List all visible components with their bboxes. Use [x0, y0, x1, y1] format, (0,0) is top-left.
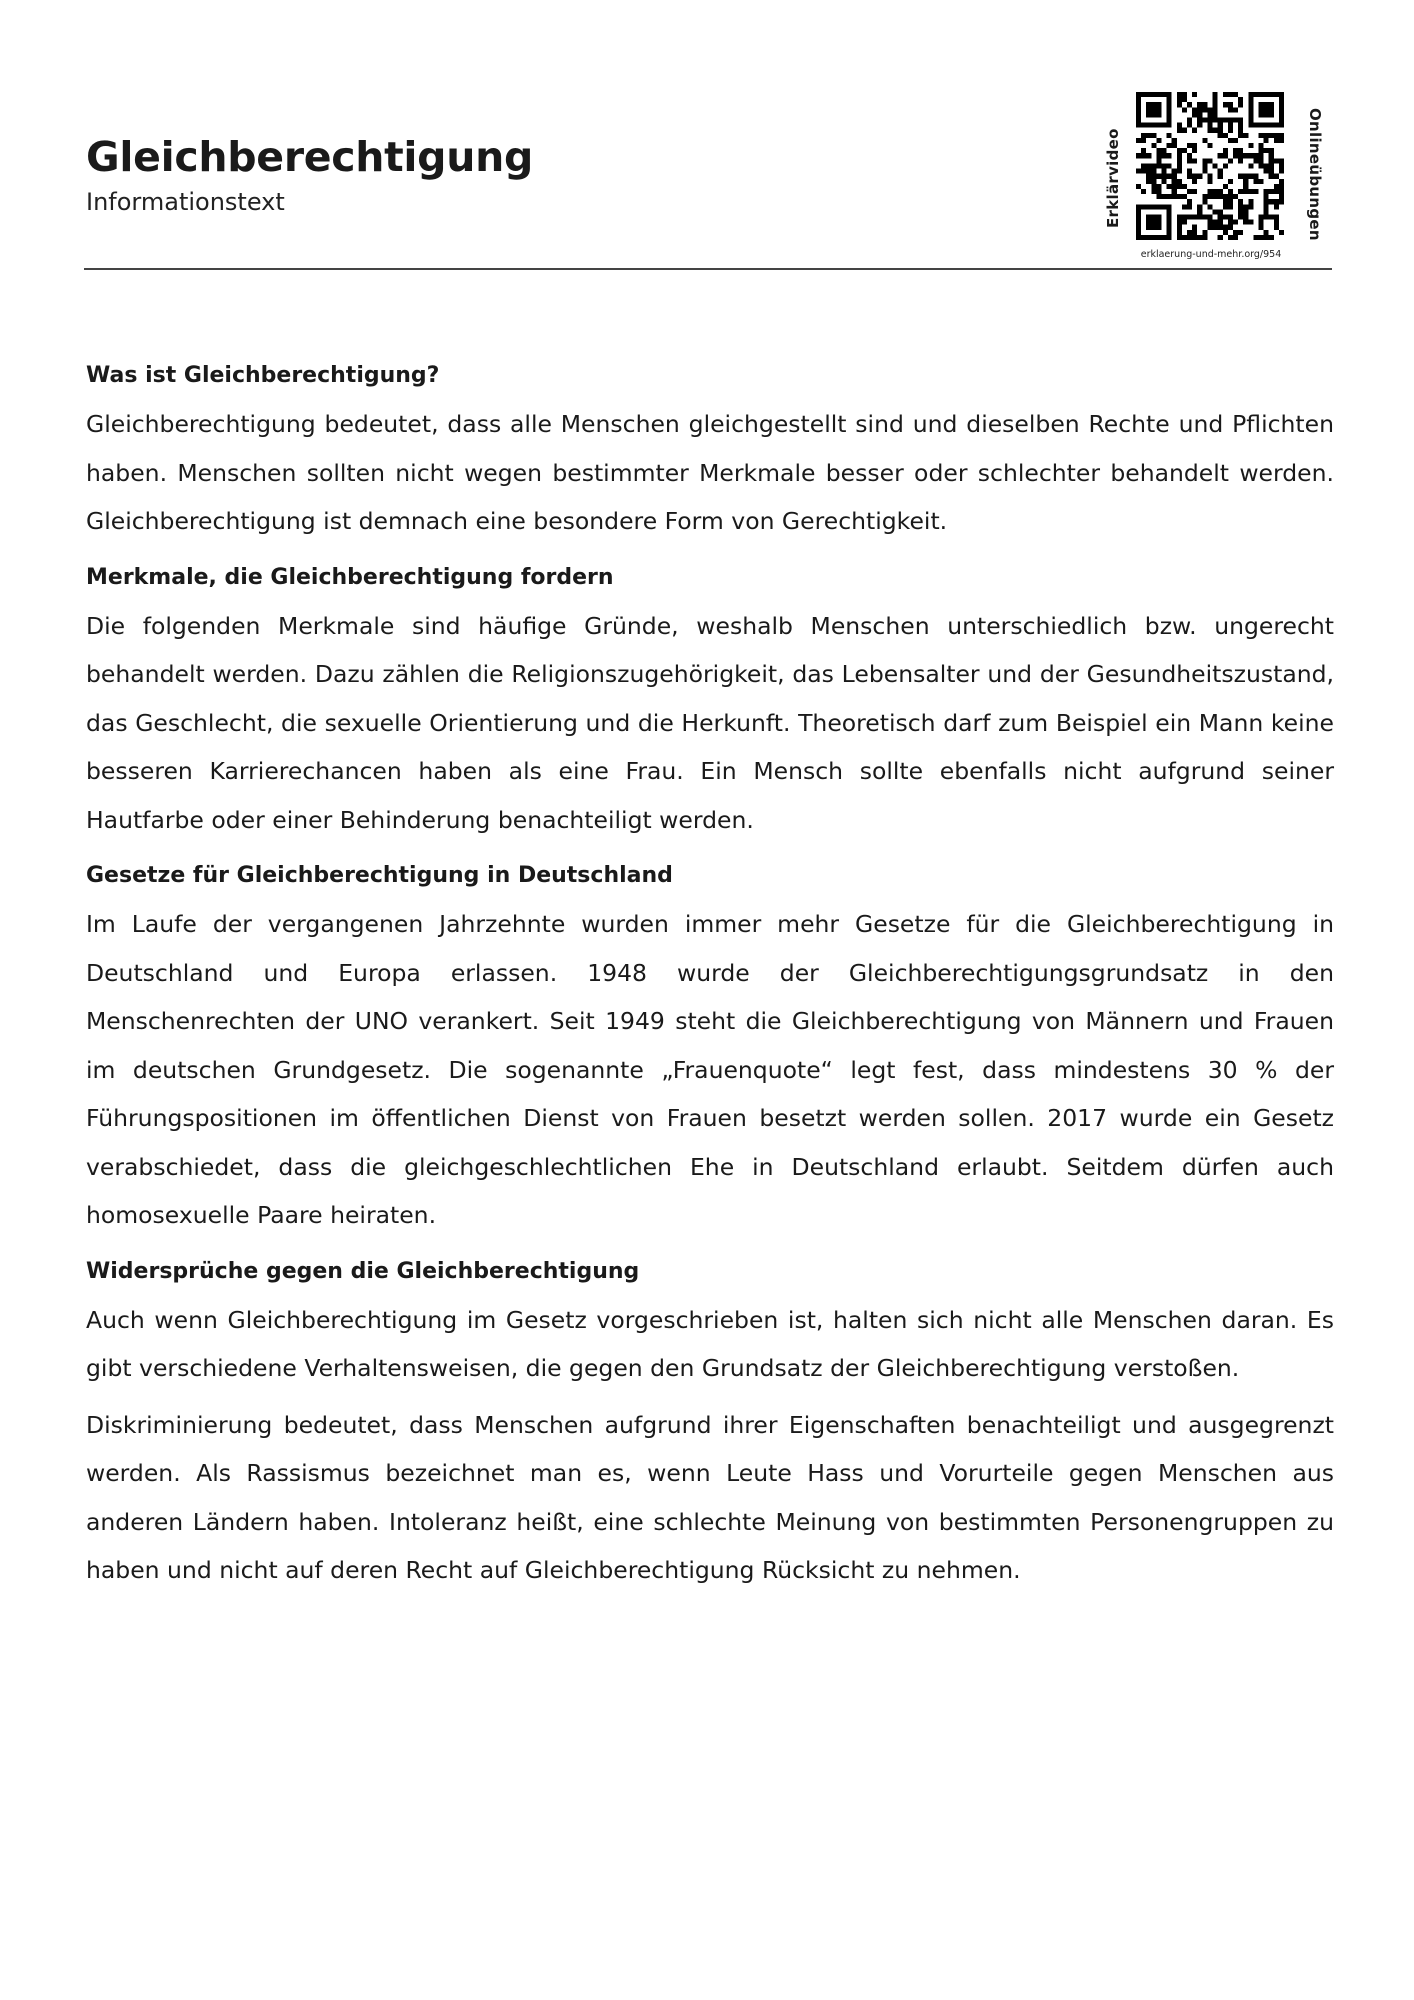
section-heading: Gesetze für Gleichberechtigung in Deutschland	[86, 863, 673, 888]
paragraph: Auch wenn Gleichberechtigung im Gesetz vorgeschrieben ist, halten sich nicht alle Menschen daran. Es gibt verschiedene Verhaltensweisen, die gegen den Grundsatz der Gleichberechtigung verstoßen.	[86, 1305, 1334, 1382]
section-laws	[86, 852, 1334, 1240]
page-title: Gleichberechtigung	[86, 133, 534, 181]
qr-code-icon[interactable]	[1136, 92, 1284, 240]
paragraph: Im Laufe der vergangenen Jahrzehnte wurden immer mehr Gesetze für die Gleichberechtigung in Deutschland und Europa erlassen. 1948 wurde der Gleichberechtigungsgrundsatz in den Menschenrechten der UNO verankert. Seit 1949 steht die Gleichberechtigung von Männern und Frauen im deutschen Grundgesetz. Die sogenannte „Frauenquote“ legt fest, dass mindestens 30 % der Führungspositionen im öffentlichen Dienst von Frauen besetzt werden sollen. 2017 wurde ein Gesetz verabschiedet, dass die gleichgeschlechtlichen Ehe in Deutschland erlaubt. Seitdem dürfen auch homosexuelle Paare heiraten.	[86, 910, 1334, 1229]
qr-label-exercises[interactable]: Onlineübungen	[1306, 108, 1324, 241]
paragraph: Diskriminierung bedeutet, dass Menschen aufgrund ihrer Eigenschaften benachteiligt und ausgegrenzt werden. Als Rassismus bezeichnet man es, wenn Leute Hass und Vorurteile gegen Menschen aus anderen Ländern haben. Intoleranz heißt, eine schlechte Meinung von bestimmten Personengruppen zu haben und nicht auf deren Recht auf Gleichberechtigung Rücksicht zu nehmen.	[86, 1410, 1334, 1584]
section-heading: Was ist Gleichberechtigung?	[86, 363, 440, 388]
section-heading: Widersprüche gegen die Gleichberechtigung	[86, 1258, 640, 1284]
paragraph: Die folgenden Merkmale sind häufige Gründe, weshalb Menschen unterschiedlich bzw. ungerecht behandelt werden. Dazu zählen die Religionszugehörigkeit, das Lebensalter und der Gesundheitszustand, das Geschlecht, die sexuelle Orientierung und die Herkunft. Theoretisch darf zum Beispiel ein Mann keine besseren Karrierechancen haben als eine Frau. Ein Mensch sollte ebenfalls nicht aufgrund seiner Hautfarbe oder einer Behinderung benachteiligt werden.	[86, 611, 1334, 834]
paragraph: Gleichberechtigung bedeutet, dass alle Menschen gleichgestellt sind und dieselben Rechte und Pflichten haben. Menschen sollten nicht wegen bestimmter Merkmale besser oder schlechter behandelt werden. Gleichberechtigung ist demnach eine besondere Form von Gerechtigkeit.	[86, 410, 1334, 535]
document-body	[86, 352, 1334, 1603]
section-characteristics	[86, 554, 1334, 845]
page-subtitle: Informationstext	[86, 188, 285, 216]
section-contradictions	[86, 1248, 1334, 1595]
header-divider	[84, 268, 1332, 270]
section-heading: Merkmale, die Gleichberechtigung fordern	[86, 564, 614, 590]
qr-label-video[interactable]: Erklärvideo	[1104, 128, 1122, 228]
section-definition	[86, 352, 1334, 546]
qr-url[interactable]: erklaerung-und-mehr.org/954	[1140, 249, 1282, 260]
